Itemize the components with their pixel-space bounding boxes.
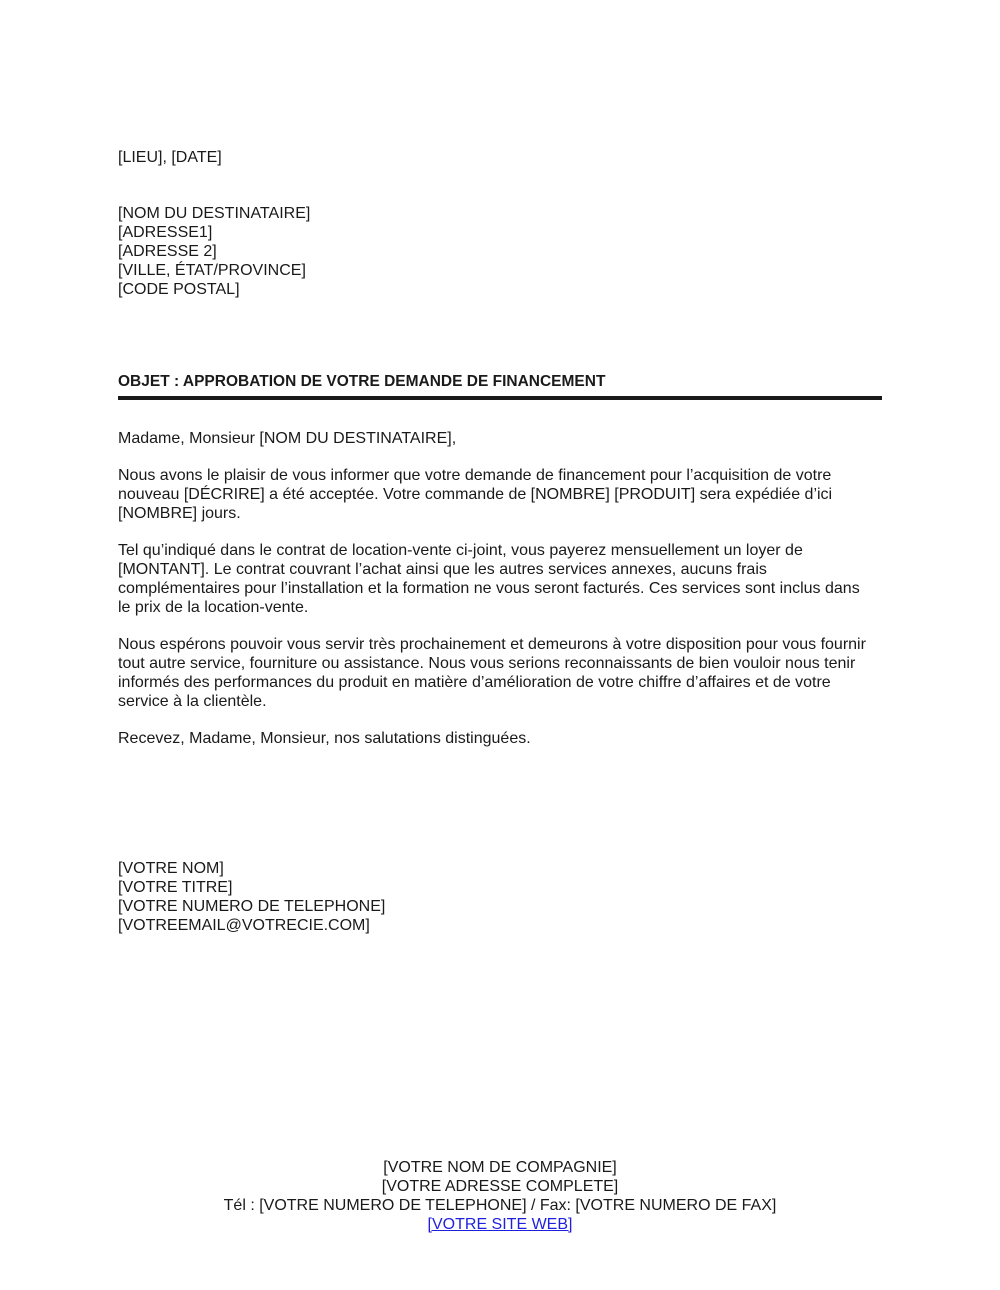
body-paragraph-1 xyxy=(118,466,888,523)
subject-divider xyxy=(118,396,882,400)
paragraph-line: tout autre service, fourniture ou assistance. Nous vous serions reconnaissants de bien vouloir nous tenir xyxy=(118,655,856,672)
recipient-city-state: [VILLE, ÉTAT/PROVINCE] xyxy=(118,262,306,279)
paragraph-line: [NOMBRE] jours. xyxy=(118,505,241,522)
recipient-name: [NOM DU DESTINATAIRE] xyxy=(118,205,311,222)
subject-line: OBJET : APPROBATION DE VOTRE DEMANDE DE FINANCEMENT xyxy=(118,373,606,390)
paragraph-line: le prix de la location-vente. xyxy=(118,599,309,616)
paragraph-line: nouveau [DÉCRIRE] a été acceptée. Votre commande de [NOMBRE] [PRODUIT] sera expédiée d’ici xyxy=(118,486,833,503)
salutation xyxy=(118,429,456,448)
paragraph-line: Tel qu’indiqué dans le contrat de location-vente ci-joint, vous payerez mensuellement un loyer de xyxy=(118,542,803,559)
footer-address: [VOTRE ADRESSE COMPLETE] xyxy=(381,1178,619,1195)
letter-footer xyxy=(0,1158,1000,1234)
recipient-address-1: [ADRESSE1] xyxy=(118,224,213,241)
footer-company: [VOTRE NOM DE COMPAGNIE] xyxy=(383,1159,617,1176)
paragraph-line: Nous espérons pouvoir vous servir très prochainement et demeurons à votre disposition pour vous fournir xyxy=(118,636,866,653)
footer-website-link[interactable]: [VOTRE SITE WEB] xyxy=(427,1216,573,1233)
closing-text: Recevez, Madame, Monsieur, nos salutations distinguées. xyxy=(118,730,531,747)
paragraph-line: complémentaires pour l’installation et la formation ne vous seront facturés. Ces services sont inclus dans xyxy=(118,580,860,597)
recipient-address xyxy=(118,204,310,299)
closing xyxy=(118,729,531,748)
paragraph-line: [MONTANT]. Le contrat couvrant l’achat ainsi que les autres services annexes, aucuns frais xyxy=(118,561,767,578)
place-date-text: [LIEU], [DATE] xyxy=(118,149,222,166)
place-date xyxy=(118,148,222,167)
signature-block xyxy=(118,859,385,935)
sender-title: [VOTRE TITRE] xyxy=(118,879,233,896)
sender-email: [VOTREEMAIL@VOTRECIE.COM] xyxy=(118,917,370,934)
paragraph-line: Nous avons le plaisir de vous informer que votre demande de financement pour l’acquisition de votre xyxy=(118,467,832,484)
recipient-address-2: [ADRESSE 2] xyxy=(118,243,217,260)
salutation-text: Madame, Monsieur [NOM DU DESTINATAIRE], xyxy=(118,430,457,447)
body-paragraph-3 xyxy=(118,635,888,711)
body-paragraph-2 xyxy=(118,541,888,617)
recipient-postal-code: [CODE POSTAL] xyxy=(118,281,240,298)
footer-contact: Tél : [VOTRE NUMERO DE TELEPHONE] / Fax: [VOTRE NUMERO DE FAX] xyxy=(223,1197,777,1214)
paragraph-line: informés des performances du produit en matière d’amélioration de votre chiffre d’affaires et de votre xyxy=(118,674,831,691)
sender-phone: [VOTRE NUMERO DE TELEPHONE] xyxy=(118,898,386,915)
sender-name: [VOTRE NOM] xyxy=(118,860,224,877)
paragraph-line: service à la clientèle. xyxy=(118,693,267,710)
